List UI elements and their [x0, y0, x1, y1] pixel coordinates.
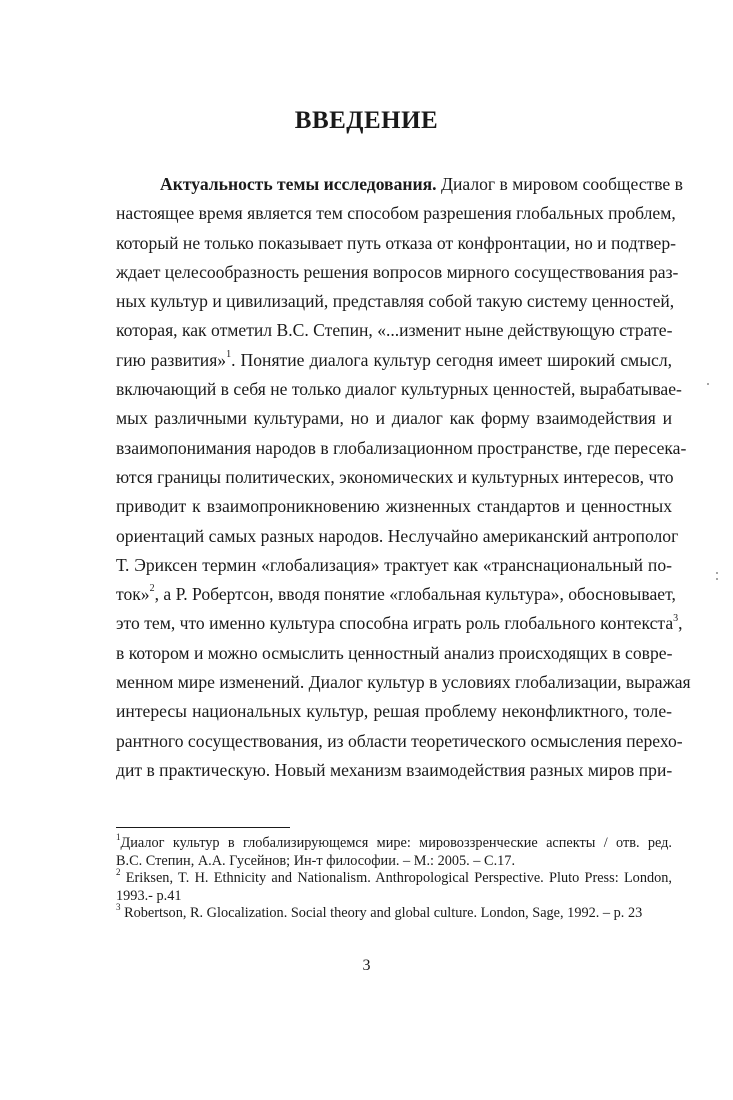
- paragraph-line: мых различными культурами, но и диалог как форму взаимодействия и: [116, 408, 672, 429]
- footnote-text: Robertson, R. Glocalization. Social theory and global culture. London, Sage, 1992. – p. 23: [120, 905, 643, 921]
- lead-phrase: Актуальность темы исследования.: [160, 174, 437, 194]
- scan-speck: [716, 572, 718, 574]
- footnote-1: [116, 832, 672, 870]
- section-title: ВВЕДЕНИЕ: [294, 107, 439, 134]
- scan-speck: [707, 383, 709, 385]
- paragraph-line: это тем, что именно культура способна играть роль глобального контекста$^3$,: [116, 612, 683, 634]
- paragraph-line: менном мире изменений. Диалог культур в условиях глобализации, выражая: [116, 672, 691, 693]
- footnote-separator: [116, 827, 290, 828]
- paragraph-line: ориентаций самых разных народов. Неслучайно американский антрополог: [116, 525, 679, 546]
- footnote-ref: 3: [673, 612, 679, 624]
- paragraph-line: рантного сосуществования, из области теоретического осмысления перехо-: [116, 730, 683, 751]
- paragraph-line: Актуальность темы исследования. Диалог в мировом сообществе в: [160, 174, 683, 194]
- footnote-text: Диалог культур в глобализирующемся мире: мировоззренческие аспекты / отв. ред.: [120, 835, 672, 851]
- footnote-ref: 2: [149, 583, 155, 595]
- paragraph-line: взаимопонимания народов в глобализационном пространстве, где пересека-: [116, 437, 687, 458]
- footnote-mark: 3: [116, 902, 121, 913]
- paragraph-line: ждает целесообразность решения вопросов мирного сосуществования раз-: [116, 261, 679, 282]
- paragraph-line: в котором и можно осмыслить ценностный анализ происходящих в совре-: [116, 642, 673, 663]
- paragraph-line: ток»$^2$, а Р. Робертсон, вводя понятие «глобальная культура», обосновывает,: [116, 583, 676, 605]
- footnote-2: [116, 867, 672, 905]
- footnote-text: 1993.- p.41: [116, 887, 182, 904]
- paragraph-line: Т. Эриксен термин «глобализация» трактует как «транснациональный по-: [116, 554, 672, 575]
- scan-speck: [716, 578, 718, 580]
- paragraph-line: приводит к взаимопроникновению жизненных стандартов и ценностных: [116, 496, 672, 517]
- paragraph-line: которая, как отметил В.С. Степин, «...изменит ныне действующую страте-: [116, 320, 673, 341]
- footnote-ref: 1: [226, 348, 232, 360]
- body-paragraph: [116, 170, 691, 785]
- footnote-mark: 1: [116, 832, 121, 843]
- paragraph-line: дит в практическую. Новый механизм взаимодействия разных миров при-: [116, 759, 673, 780]
- footnotes: [116, 832, 672, 923]
- footnote-text: В.С. Степин, А.А. Гусейнов; Ин-т философии. – М.: 2005. – С.17.: [116, 852, 516, 869]
- paragraph-line: гию развития»$^1$. Понятие диалога культур сегодня имеет широкий смысл,: [116, 348, 673, 370]
- footnote-text: Eriksen, T. H. Ethnicity and Nationalism. Anthropological Perspective. Pluto Press: London,: [120, 870, 672, 886]
- footnote-mark: 2: [116, 867, 121, 878]
- paragraph-line: включающий в себя не только диалог культурных ценностей, вырабатывае-: [116, 379, 682, 400]
- paragraph-line: настоящее время является тем способом разрешения глобальных проблем,: [116, 203, 676, 224]
- paragraph-line: ных культур и цивилизаций, представляя собой такую систему ценностей,: [116, 291, 675, 312]
- paragraph-line: интересы национальных культур, решая проблему неконфликтного, толе-: [116, 701, 672, 722]
- footnote-3: [116, 902, 672, 923]
- paragraph-line: ются границы политических, экономических и культурных интересов, что: [116, 466, 674, 487]
- page-number: 3: [362, 957, 371, 974]
- paragraph-line: который не только показывает путь отказа от конфронтации, но и подтвер-: [116, 232, 676, 253]
